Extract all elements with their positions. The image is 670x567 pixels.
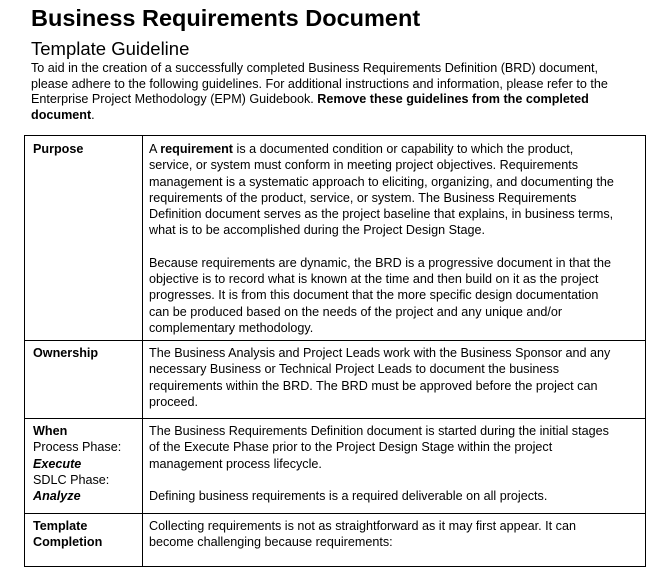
when-label-cell (33, 423, 139, 504)
template-label-line: Template (33, 519, 88, 533)
purpose-text: is a documented condition or capability to which the product, (233, 142, 574, 156)
ownership-line: The Business Analysis and Project Leads work with the Business Sponsor and any (149, 346, 611, 360)
intro-bold-instruction-end: document (31, 107, 92, 122)
purpose-line: progresses. It is from this document that the more specific design documentation (149, 288, 599, 303)
paragraph-gap (149, 472, 641, 488)
row-divider (25, 340, 645, 341)
ownership-line: requirements within the BRD. The BRD must be approved before the project can (149, 378, 598, 393)
ownership-line: necessary Business or Technical Project Leads to document the business (149, 362, 559, 377)
process-phase-label: Process Phase: (33, 440, 122, 455)
purpose-line (149, 141, 641, 157)
purpose-line: complementary methodology. (149, 320, 314, 335)
intro-period: . (91, 107, 95, 122)
template-completion-label (33, 518, 139, 551)
column-divider (142, 136, 143, 566)
when-line: of the Execute Phase prior to the Project Design Stage within the project (149, 440, 553, 455)
when-line: management process lifecycle. (149, 456, 322, 471)
purpose-line: objective is to record what is known at the time and then build on it as the project (149, 272, 599, 287)
intro-paragraph (31, 61, 659, 123)
completion-label-line: Completion (33, 535, 103, 550)
purpose-body (149, 141, 641, 336)
sdlc-phase-value: Analyze (33, 489, 81, 504)
row-divider (25, 513, 645, 514)
when-line: Defining business requirements is a required deliverable on all projects. (149, 488, 548, 503)
completion-line: Collecting requirements is not as straightforward as it may first appear. It can (149, 519, 576, 533)
completion-line: become challenging because requirements: (149, 535, 393, 550)
sdlc-phase-label: SDLC Phase: (33, 472, 110, 487)
purpose-text: A (149, 142, 161, 156)
purpose-line: management is a systematic approach to eliciting, organizing, and documenting the (149, 174, 614, 189)
process-phase-value: Execute (33, 456, 82, 471)
purpose-line: can be produced based on the needs of the project and any unique and/or (149, 304, 563, 319)
purpose-line: Definition document serves as the project baseline that explains, in business terms, (149, 207, 614, 222)
purpose-line: Because requirements are dynamic, the BRD is a progressive document in that the (149, 255, 612, 270)
ownership-body (149, 345, 641, 410)
ownership-line: proceed. (149, 394, 199, 409)
intro-line (31, 108, 659, 124)
purpose-line: requirements of the product, service, or system. The Business Requirements (149, 190, 577, 205)
row-divider (25, 418, 645, 419)
intro-bold-instruction: Remove these guidelines from the completed (317, 92, 589, 107)
document-title: Business Requirements Document (31, 5, 421, 31)
document-subtitle: Template Guideline (31, 38, 190, 59)
purpose-line: service, or system must conform in meeting project objectives. Requirements (149, 158, 579, 173)
ownership-label: Ownership (33, 346, 99, 360)
purpose-line: what is to be accomplished during the Project Design Stage. (149, 223, 486, 238)
requirement-term: requirement (160, 142, 234, 156)
when-body (149, 423, 641, 504)
when-label: When (33, 424, 68, 438)
intro-line: please adhere to the following guidelines. For additional instructions and information, please refer to the (31, 76, 608, 91)
when-line: The Business Requirements Definition document is started during the initial stages (149, 424, 609, 438)
paragraph-gap (149, 239, 641, 255)
intro-line: To aid in the creation of a successfully completed Business Requirements Definition (BRD) document, (31, 61, 598, 75)
intro-text: Enterprise Project Methodology (EPM) Guidebook. (31, 92, 318, 107)
purpose-label: Purpose (33, 142, 84, 156)
guidelines-table (24, 135, 646, 567)
intro-line (31, 92, 659, 108)
template-completion-body (149, 518, 641, 551)
